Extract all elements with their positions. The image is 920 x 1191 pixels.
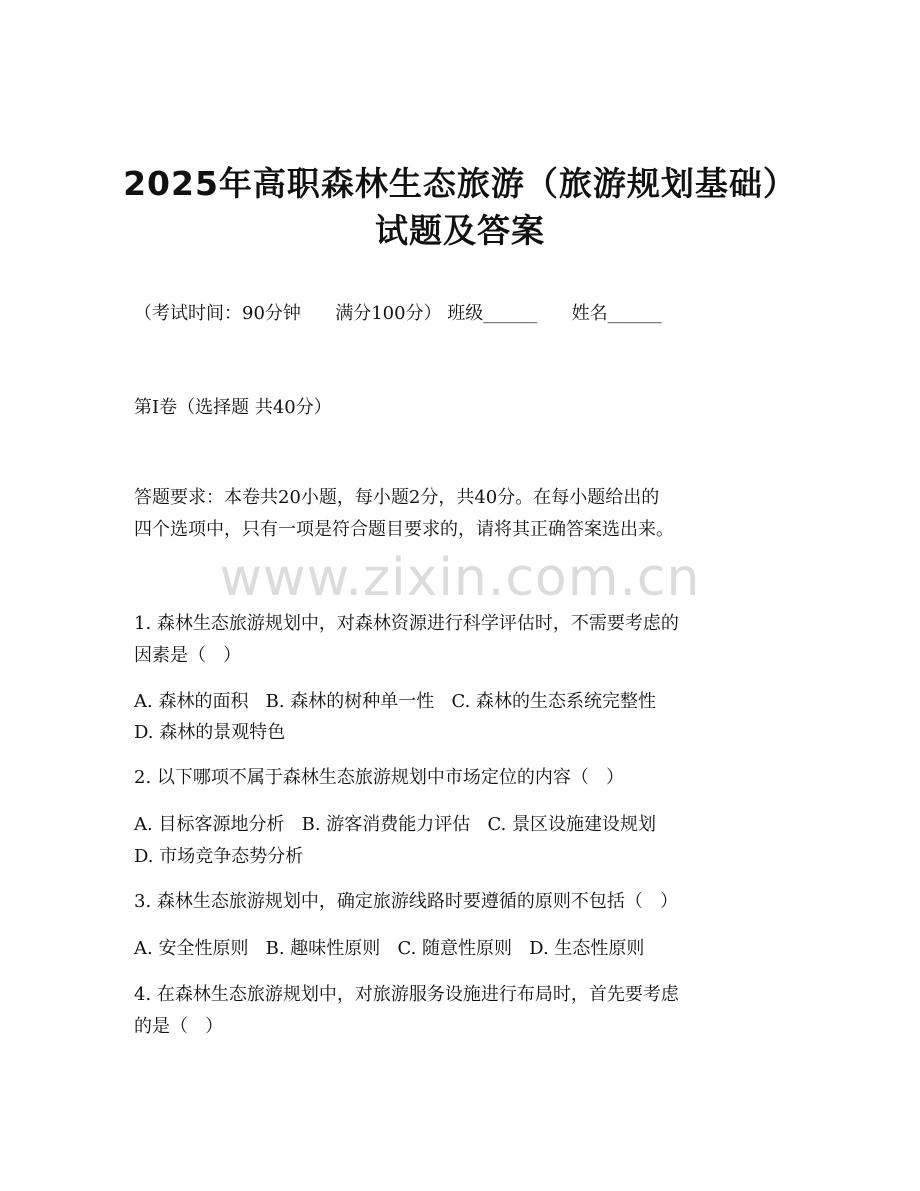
document-title-line-1: 2025年高职森林生态旅游（旅游规划基础） [123,164,797,203]
instructions-line-1: 答题要求：本卷共20小题，每小题2分，共40分。在每小题给出的 [134,487,660,508]
question-1-options-line-1: A. 森林的面积 B. 森林的树种单一性 C. 森林的生态系统完整性 [134,691,657,712]
question-2-options-line-2: D. 市场竞争态势分析 [134,846,304,867]
question-2-options-line-1: A. 目标客源地分析 B. 游客消费能力评估 C. 景区设施建设规划 [134,814,657,835]
question-3-options: A. 安全性原则 B. 趣味性原则 C. 随意性原则 D. 生态性原则 [134,938,645,959]
instructions-line-2: 四个选项中，只有一项是符合题目要求的，请将其正确答案选出来。 [134,519,674,540]
exam-info: （考试时间：90分钟 满分100分） 班级______ 姓名______ [134,303,662,324]
document-title-line-2: 试题及答案 [375,211,545,250]
question-1-options-line-2: D. 森林的景观特色 [134,722,286,743]
question-1-stem-line-1: 1. 森林生态旅游规划中，对森林资源进行科学评估时，不需要考虑的 [134,613,679,634]
watermark: www.zixin.com.cn [219,548,701,608]
question-4-stem-line-2: 的是（ ） [134,1016,224,1037]
question-2-stem: 2. 以下哪项不属于森林生态旅游规划中市场定位的内容（ ） [134,767,625,788]
question-4-stem-line-1: 4. 在森林生态旅游规划中，对旅游服务设施进行布局时，首先要考虑 [134,984,679,1005]
section-heading: 第I卷（选择题 共40分） [134,397,332,418]
question-3-stem: 3. 森林生态旅游规划中，确定旅游线路时要遵循的原则不包括（ ） [134,891,679,912]
question-1-stem-line-2: 因素是（ ） [134,645,242,666]
